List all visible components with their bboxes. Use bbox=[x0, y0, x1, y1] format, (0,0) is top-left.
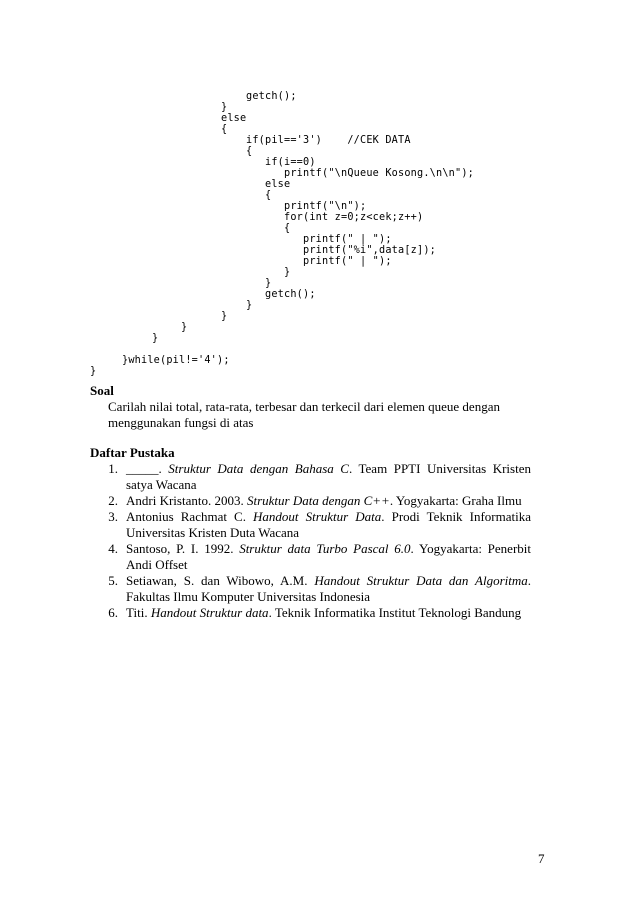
reference-item bbox=[100, 461, 531, 493]
reference-publisher: . Team PPTI Universitas Kristen satya Wacana bbox=[126, 461, 531, 492]
code-line: printf("\nQueue Kosong.\n\n"); bbox=[284, 168, 475, 179]
reference-publisher: . Fakultas Ilmu Komputer Universitas Indonesia bbox=[126, 573, 531, 604]
soal-text-line-2: menggunakan fungsi di atas bbox=[108, 415, 254, 430]
reference-number: 1. bbox=[108, 461, 118, 476]
reference-author: _____. bbox=[126, 461, 169, 476]
reference-item bbox=[100, 541, 531, 573]
reference-title: Struktur data Turbo Pascal 6.0 bbox=[239, 541, 411, 556]
reference-title: Struktur Data dengan C++ bbox=[246, 493, 390, 508]
code-line: for(int z=0;z<cek;z++) bbox=[284, 212, 424, 223]
reference-number: 2. bbox=[108, 493, 118, 508]
code-line: }while(pil!='4'); bbox=[122, 355, 230, 366]
reference-item bbox=[100, 573, 531, 605]
code-line: printf(" | "); bbox=[303, 256, 392, 267]
reference-number: 5. bbox=[108, 573, 118, 588]
reference-number: 6. bbox=[108, 605, 118, 620]
code-line: } bbox=[265, 278, 272, 289]
code-line: } bbox=[221, 311, 228, 322]
code-line: } bbox=[284, 267, 291, 278]
reference-item bbox=[100, 605, 531, 621]
code-line: } bbox=[246, 300, 253, 311]
reference-title: Handout Struktur data bbox=[150, 605, 269, 620]
code-line: getch(); bbox=[265, 289, 316, 300]
code-line: { bbox=[265, 190, 272, 201]
code-line: getch(); bbox=[246, 91, 297, 102]
code-line: printf("%i",data[z]); bbox=[303, 245, 437, 256]
code-line: printf("\n"); bbox=[284, 201, 367, 212]
code-line: } bbox=[90, 366, 97, 377]
code-line: } bbox=[181, 322, 188, 333]
reference-title: Struktur Data dengan Bahasa C bbox=[168, 461, 349, 476]
reference-item bbox=[100, 493, 531, 509]
reference-publisher: . Teknik Informatika Institut Teknologi Bandung bbox=[268, 605, 522, 620]
reference-title: Handout Struktur Data dan Algoritma bbox=[314, 573, 528, 588]
reference-number: 4. bbox=[108, 541, 118, 556]
reference-publisher: . Prodi Teknik Informatika Universitas Kristen Duta Wacana bbox=[126, 509, 531, 540]
reference-author: Titi. bbox=[126, 605, 151, 620]
reference-author: Antonius Rachmat C. bbox=[126, 509, 254, 524]
page-number: 7 bbox=[538, 851, 545, 866]
reference-author: Santoso, P. I. 1992. bbox=[126, 541, 240, 556]
code-line: if(i==0) bbox=[265, 157, 316, 168]
code-line: else bbox=[265, 179, 291, 190]
code-line: if(pil=='3') //CEK DATA bbox=[246, 135, 411, 146]
code-line: { bbox=[221, 124, 228, 135]
reference-number: 3. bbox=[108, 509, 118, 524]
daftar-pustaka-heading: Daftar Pustaka bbox=[90, 445, 175, 460]
reference-publisher: . Yogyakarta: Graha Ilmu bbox=[389, 493, 522, 508]
reference-publisher: . Yogyakarta: Penerbit Andi Offset bbox=[126, 541, 531, 572]
reference-author: Andri Kristanto. 2003. bbox=[126, 493, 247, 508]
reference-item bbox=[100, 509, 531, 541]
code-line: { bbox=[246, 146, 253, 157]
soal-text-line-1: Carilah nilai total, rata-rata, terbesar dan terkecil dari elemen queue dengan bbox=[108, 399, 500, 414]
code-line: printf(" | "); bbox=[303, 234, 392, 245]
code-line: { bbox=[284, 223, 291, 234]
soal-heading: Soal bbox=[90, 383, 114, 398]
reference-title: Handout Struktur Data bbox=[253, 509, 382, 524]
reference-author: Setiawan, S. dan Wibowo, A.M. bbox=[126, 573, 315, 588]
code-line: } bbox=[152, 333, 159, 344]
code-line: else bbox=[221, 113, 247, 124]
code-line: } bbox=[221, 102, 228, 113]
